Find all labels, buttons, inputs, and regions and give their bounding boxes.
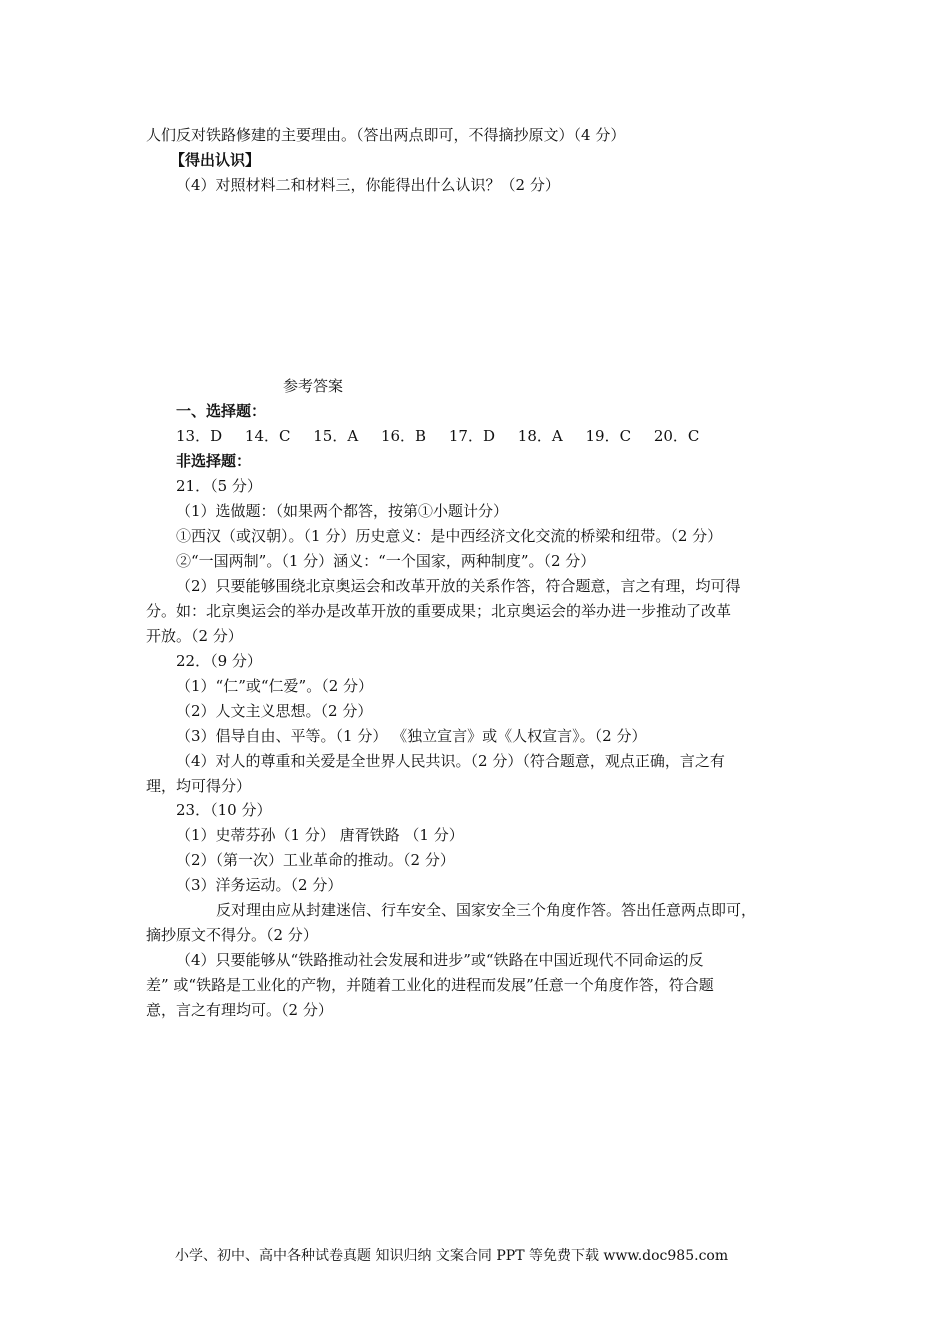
q21-line: 分。如：北京奥运会的举办是改革开放的重要成果；北京奥运会的举办进一步推动了改革 [146,602,732,620]
q23-line: 摘抄原文不得分。（2 分） [146,926,318,944]
mcq-answer: 16．B [380,427,427,445]
q23-line: （2）（第一次）工业革命的推动。（2 分） [176,851,455,869]
q23-line: 反对理由应从封建迷信、行车安全、国家安全三个角度作答。答出任意两点即可， [216,901,757,919]
q21-line: ①西汉（或汉朝）。（1 分）历史意义：是中西经济文化交流的桥梁和纽带。（2 分） [176,527,723,545]
q22-line: （4）对人的尊重和关爱是全世界人民共识。（2 分）（符合题意，观点正确，言之有 [176,752,725,770]
section-choice: 一、选择题： [176,402,267,420]
q21-line: （2）只要能够围绕北京奥运会和改革开放的关系作答，符合题意，言之有理，均可得 [176,577,741,595]
q22-line: （3）倡导自由、平等。（1 分） 《独立宣言》或《人权宣言》。（2 分） [176,727,647,745]
section-nonchoice: 非选择题： [176,452,252,470]
section-heading: 【得出认识】 [170,151,261,169]
q22-head: 22．（9 分） [176,652,262,670]
mcq-answer: 14．C [244,427,291,445]
q21-line: 开放。（2 分） [146,627,243,645]
q23-line: （4）只要能够从“铁路推动社会发展和进步”或“铁路在中国近现代不同命运的反 [176,951,704,969]
mcq-answer: 20．C [653,427,700,445]
q23-head: 23．（10 分） [176,801,272,819]
q22-line: 理，均可得分） [146,777,252,795]
q23-line: （1）史蒂芬孙（1 分） 唐胥铁路 （1 分） [176,826,464,844]
mcq-answer: 18．A [517,427,563,445]
q21-head: 21．（5 分） [176,477,262,495]
q21-line: （1）选做题：（如果两个都答，按第①小题计分） [176,502,509,520]
question-4: （4）对照材料二和材料三，你能得出什么认识？（2 分） [176,176,560,194]
q22-line: （1）“仁”或“仁爱”。（2 分） [176,677,374,695]
question-text: 人们反对铁路修建的主要理由。（答出两点即可，不得摘抄原文）（4 分） [146,126,626,144]
mcq-answer: 19．C [585,427,632,445]
q23-line: 意，言之有理均可。（2 分） [146,1001,333,1019]
mcq-answer: 17．D [448,427,495,445]
answers-title: 参考答案 [283,377,344,395]
mcq-answer: 13．D [176,427,223,445]
q22-line: （2）人文主义思想。（2 分） [176,702,373,720]
mcq-answers [176,427,717,445]
mcq-answer: 15．A [313,427,359,445]
q23-line: （3）洋务运动。（2 分） [176,876,343,894]
q21-line: ②“一国两制”。（1 分）涵义：“一个国家，两种制度”。（2 分） [176,552,596,570]
q23-line: 差” 或“铁路是工业化的产物，并随着工业化的进程而发展”任意一个角度作答，符合题 [146,976,714,994]
page-footer: 小学、初中、高中各种试卷真题 知识归纳 文案合同 PPT 等免费下载 www.doc985.com [175,1248,729,1264]
